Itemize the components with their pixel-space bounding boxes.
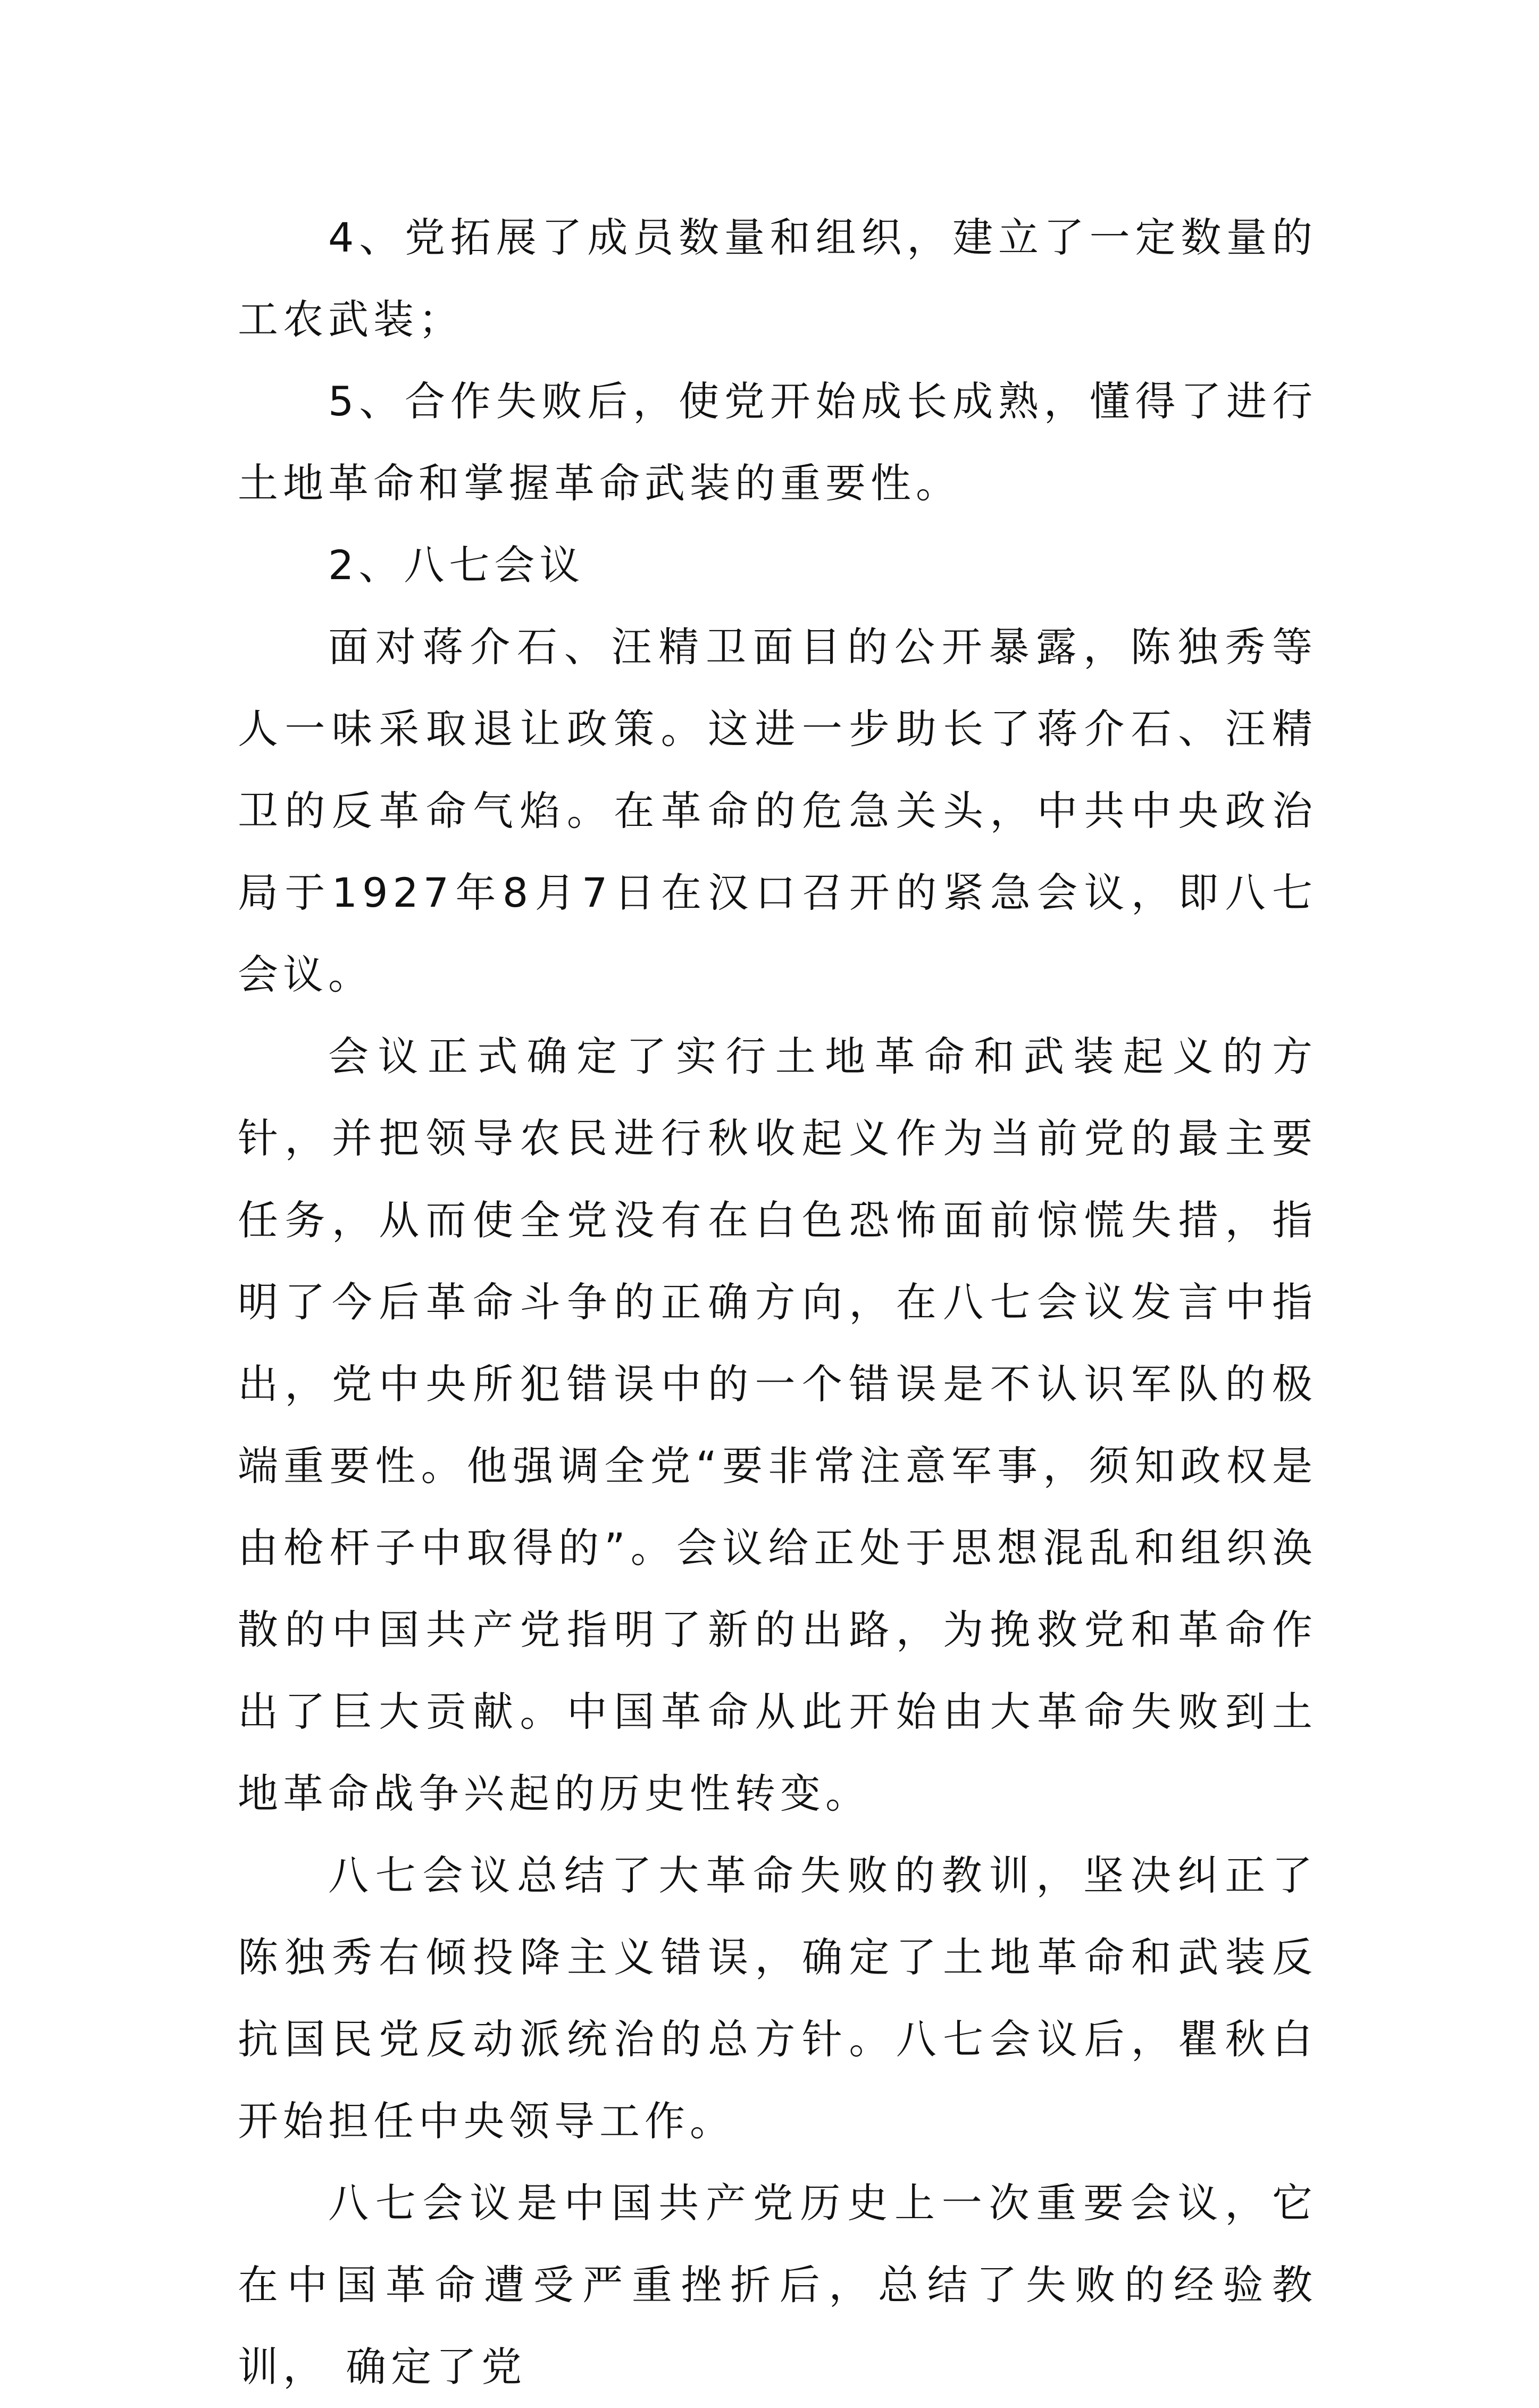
section-heading-august-7-meeting: 2、八七会议 xyxy=(328,541,585,589)
document-body xyxy=(238,197,1317,2408)
paragraph-point-5: 5、合作失败后，使党开始成长成熟，懂得了进行土地革命和掌握革命武装的重要性。 xyxy=(238,378,1317,507)
paragraph-meeting-summary: 八七会议总结了大革命失败的教训，坚决纠正了陈独秀右倾投降主义错误，确定了土地革命和武装反抗国民党反动派统治的总方针。八七会议后，瞿秋白开始担任中央领导工作。 xyxy=(238,1852,1317,2145)
paragraph-meeting-decisions: 会议正式确定了实行土地革命和武装起义的方针，并把领导农民进行秋收起义作为当前党的最主要任务，从而使全党没有在白色恐怖面前惊慌失措，指明了今后革命斗争的正确方向，在八七会议发言中指出，党中央所犯错误中的一个错误是不认识军队的极端重要性。他强调全党“要非常注意军事，须知政权是由枪杆子中取得的”。会议给正处于思想混乱和组织涣散的中国共产党指明了新的出路，为挽救党和革命作出了巨大贡献。中国革命从此开始由大革命失败到土地革命战争兴起的历史性转变。 xyxy=(238,1033,1317,1817)
paragraph-meeting-background: 面对蒋介石、汪精卫面目的公开暴露，陈独秀等人一味采取退让政策。这进一步助长了蒋介石、汪精卫的反革命气焰。在革命的危急关头，中共中央政治局于1927年8月7日在汉口召开的紧急会议，即八七会议。 xyxy=(238,623,1317,998)
paragraph-point-4: 4、党拓展了成员数量和组织，建立了一定数量的工农武装； xyxy=(238,214,1317,343)
paragraph-meeting-significance: 八七会议是中国共产党历史上一次重要会议，它在中国革命遭受严重挫折后，总结了失败的经验教训， 确定了党 xyxy=(238,2179,1317,2390)
